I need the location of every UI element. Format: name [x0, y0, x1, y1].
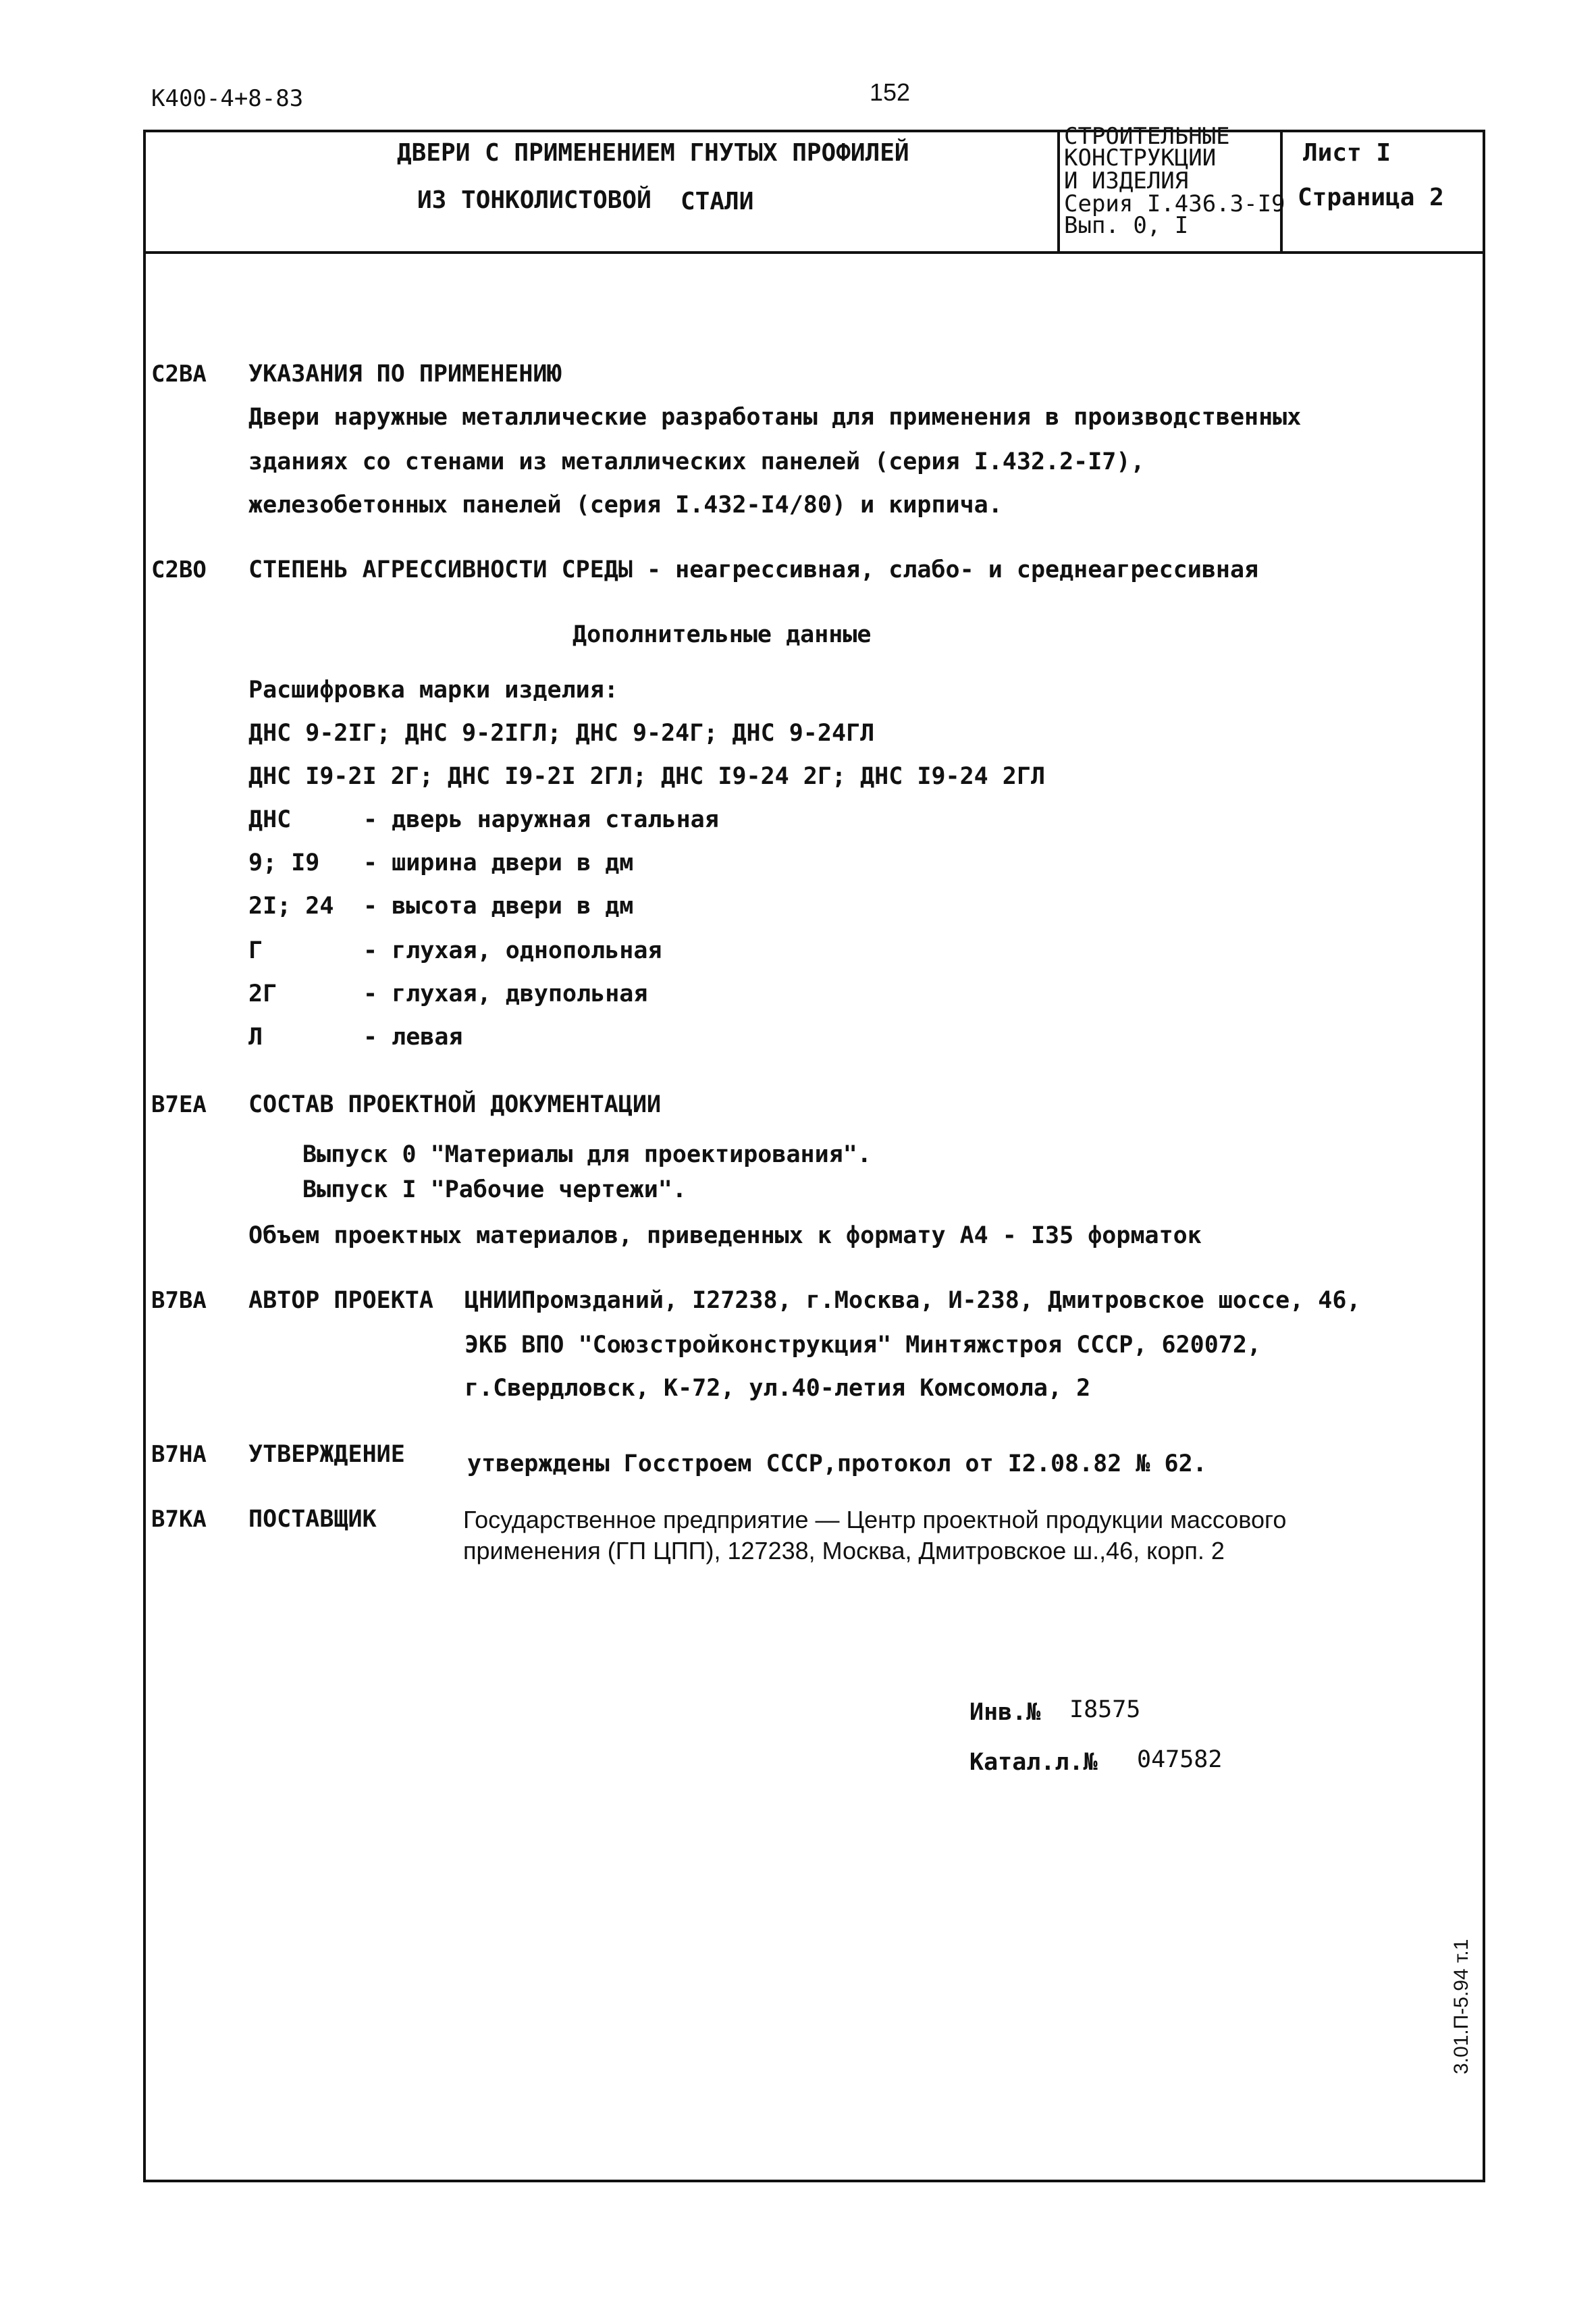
legend-code: Г — [248, 937, 263, 964]
document-title-line1: ДВЕРИ С ПРИМЕНЕНИЕМ ГНУТЫХ ПРОФИЛЕЙ — [397, 139, 909, 167]
author-line2: ЭКБ ВПО "Союзстройконструкция" Минтяжстроя СССР, 620072, — [464, 1332, 1262, 1359]
legend-description: - глухая, однопольная — [363, 937, 662, 964]
legend-code: Л — [248, 1024, 263, 1051]
section-code-approval: B7HA — [151, 1441, 207, 1468]
series-number: Серия I.436.3-I9 — [1064, 190, 1285, 217]
section-code-documentation: B7EA — [151, 1091, 207, 1118]
section-code-aggressiveness: C2BO — [151, 556, 207, 583]
legend-description: - глухая, двупольная — [363, 980, 648, 1007]
title-block-divider — [143, 251, 1485, 254]
author-line3: г.Свердловск, К-72, ул.40-летия Комсомола, 2 — [464, 1375, 1091, 1402]
legend-description: - дверь наружная стальная — [363, 806, 719, 833]
legend-code: 2I; 24 — [248, 893, 334, 920]
legend-row — [248, 1024, 463, 1051]
legend-code: 2Г — [248, 980, 277, 1007]
section-heading-approval: УТВЕРЖДЕНИЕ — [248, 1441, 405, 1468]
document-title-line2: ИЗ ТОНКОЛИСТОВОЙ — [417, 186, 651, 214]
catalog-number: 047582 — [1137, 1746, 1223, 1773]
inventory-label: Инв.№ — [969, 1699, 1041, 1726]
aggressiveness-value: - неагрессивная, слабо- и среднеагрессивная — [632, 556, 1259, 583]
document-title-line2-end: СТАЛИ — [681, 188, 754, 215]
section-code-supplier: B7KA — [151, 1506, 207, 1533]
application-text-line2: зданиях со стенами из металлических панелей (серия I.432.2-I7), — [248, 448, 1145, 475]
product-marks-line1: ДНС 9-2IГ; ДНС 9-2IГЛ; ДНС 9-24Г; ДНС 9-24ГЛ — [248, 720, 875, 747]
inventory-number: I8575 — [1069, 1696, 1141, 1723]
section-heading-application: УКАЗАНИЯ ПО ПРИМЕНЕНИЮ — [248, 361, 562, 388]
author-line1: ЦНИИПромзданий, I27238, г.Москва, И-238, Дмитровское шоссе, 46, — [464, 1287, 1361, 1314]
supplier-line1: Государственное предприятие — Центр проектной продукции массового — [463, 1506, 1287, 1533]
additional-data-heading: Дополнительные данные — [573, 621, 872, 648]
product-marks-line2: ДНС I9-2I 2Г; ДНС I9-2I 2ГЛ; ДНС I9-24 2Г; ДНС I9-24 2ГЛ — [248, 763, 1046, 790]
documentation-volume: Объем проектных материалов, приведенных к формату А4 - I35 форматок — [248, 1222, 1202, 1249]
application-text-line1: Двери наружные металлические разработаны для применения в производственных — [248, 404, 1302, 431]
category-line2: КОНСТРУКЦИИ — [1064, 144, 1217, 172]
issue-0-description: Выпуск 0 "Материалы для проектирования". — [302, 1141, 872, 1168]
legend-row — [248, 980, 647, 1007]
side-stamp: 3.01.П-5.94 т.1 — [1450, 1939, 1472, 2074]
legend-description: - ширина двери в дм — [363, 849, 634, 876]
page-label: Страница 2 — [1298, 184, 1444, 211]
legend-row — [248, 849, 633, 876]
section-heading-supplier: ПОСТАВЩИК — [248, 1506, 377, 1533]
section-heading-aggressiveness: СТЕПЕНЬ АГРЕССИВНОСТИ СРЕДЫ — [248, 556, 633, 583]
legend-description: - высота двери в дм — [363, 893, 634, 920]
legend-code: 9; I9 — [248, 849, 320, 876]
document-code: К400-4+8-83 — [151, 85, 304, 112]
page-number: 152 — [870, 78, 911, 106]
legend-row — [248, 937, 662, 964]
approval-text: утверждены Госстроем СССР,протокол от I2.08.82 № 62. — [467, 1450, 1207, 1477]
section-code-author: B7BA — [151, 1287, 207, 1314]
title-block-column-divider — [1057, 130, 1060, 253]
mark-decode-title: Расшифровка марки изделия: — [248, 677, 618, 704]
legend-row — [248, 806, 719, 833]
issue-number: Вып. 0, I — [1064, 212, 1189, 239]
section-code-application: C2BA — [151, 361, 207, 388]
legend-description: - левая — [363, 1024, 463, 1051]
legend-code: ДНС — [248, 806, 292, 833]
supplier-line2: применения (ГП ЦПП), 127238, Москва, Дмитровское ш.,46, корп. 2 — [463, 1537, 1225, 1564]
category-line1: СТРОИТЕЛЬНЫЕ — [1064, 123, 1230, 150]
section-heading-author: АВТОР ПРОЕКТА — [248, 1287, 433, 1314]
sheet-number: Лист I — [1303, 139, 1391, 167]
application-text-line3: железобетонных панелей (серия I.432-I4/80) и кирпича. — [248, 492, 1003, 519]
legend-row — [248, 893, 633, 920]
catalog-label: Катал.л.№ — [969, 1749, 1098, 1776]
section-heading-documentation: СОСТАВ ПРОЕКТНОЙ ДОКУМЕНТАЦИИ — [248, 1091, 662, 1118]
aggressiveness-row — [248, 556, 1258, 583]
category-line3: И ИЗДЕЛИЯ — [1064, 167, 1189, 194]
issue-1-description: Выпуск I "Рабочие чертежи". — [302, 1176, 687, 1203]
